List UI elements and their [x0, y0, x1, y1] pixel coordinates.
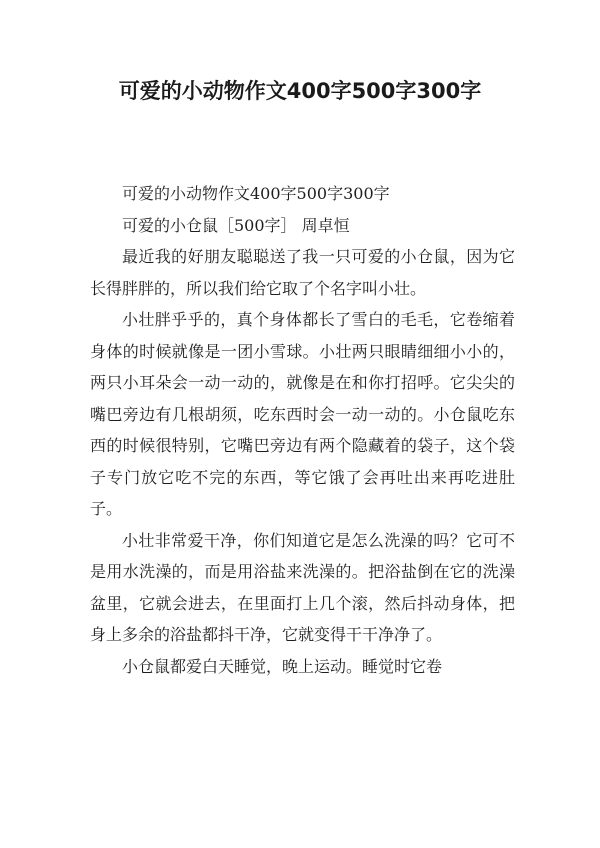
paragraph: 小仓鼠都爱白天睡觉，晚上运动。睡觉时它卷: [122, 656, 443, 676]
paragraph: 最近我的好朋友聪聪送了我一只可爱的小仓鼠，因为它长得胖胖的，所以我们给它取了个名字叫小壮。: [90, 247, 515, 298]
subtitle-line: 可爱的小动物作文400字500字300字: [122, 184, 390, 203]
paragraph: 小壮非常爱干净，你们知道它是怎么洗澡的吗？它可不是用水洗澡的，而是用浴盐来洗澡的。把浴盐倒在它的洗澡盆里，它就会进去，在里面打上几个滚，然后抖动身体，把身上多余的浴盐都抖干净，它就变得干干净净了。: [90, 530, 515, 644]
essay-heading: 可爱的小仓鼠［500字］ 周卓恒: [122, 215, 350, 235]
document-body: [90, 178, 515, 682]
document-title: 可爱的小动物作文400字500字300字: [118, 79, 482, 103]
paragraph: 小壮胖乎乎的，真个身体都长了雪白的毛毛，它卷缩着身体的时候就像是一团小雪球。小壮两只眼睛细细小小的，两只小耳朵会一动一动的，就像是在和你打招呼。它尖尖的嘴巴旁边有几根胡须，吃东西时会一动一动的。小仓鼠吃东西的时候很特别，它嘴巴旁边有两个隐藏着的袋子，这个袋子专门放它吃不完的东西，等它饿了会再吐出来再吃进肚子。: [90, 310, 515, 518]
